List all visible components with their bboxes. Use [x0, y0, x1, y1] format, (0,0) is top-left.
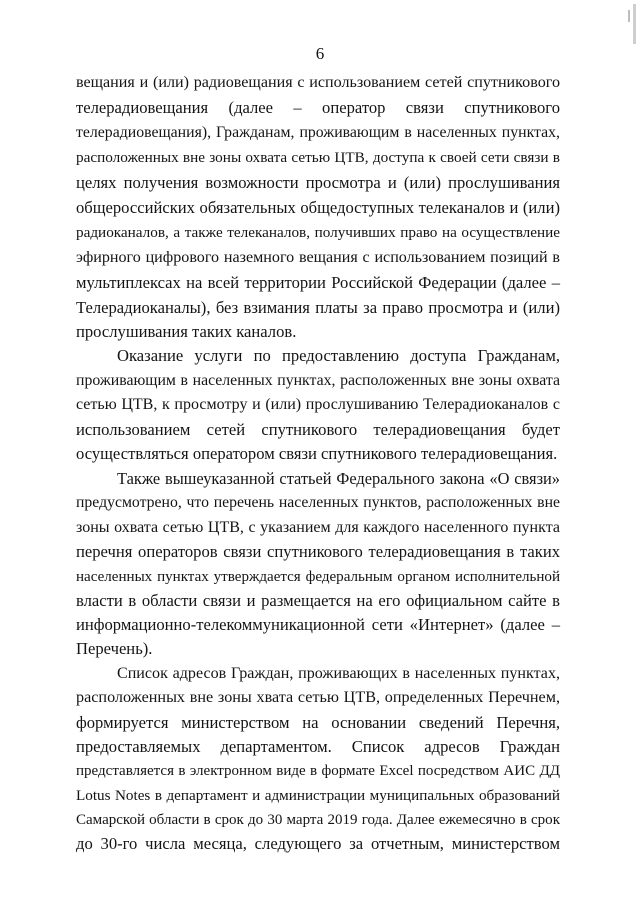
text-line: осуществляться оператором связи спутникового телерадиовещания. — [76, 444, 558, 463]
text-line: Список адресов Граждан, проживающих в населенных пунктах, — [117, 665, 560, 682]
text-line: предусмотрено, что перечень населенных пунктов, расположенных вне — [76, 494, 560, 511]
text-line: мультиплексах на всей территории Российской Федерации (далее – — [76, 273, 560, 292]
text-line: населенных пунктах утверждается федеральным органом исполнительной — [76, 569, 560, 585]
text-line: использованием сетей спутникового телерадиовещания будет — [76, 420, 560, 439]
scan-artifact — [633, 4, 636, 44]
text-line: Самарской области в срок до 30 марта 2019 года. Далее ежемесячно в срок — [76, 812, 560, 828]
text-line: общероссийских обязательных общедоступных телеканалов и (или) — [76, 198, 560, 217]
text-line: радиоканалов, а также телеканалов, получивших право на осуществление — [76, 224, 560, 241]
text-line: до 30-го числа месяца, следующего за отчетным, министерством — [76, 834, 560, 853]
text-line: телерадиовещания), Гражданам, проживающим в населенных пунктах, — [76, 124, 560, 141]
text-line: Телерадиоканалы), без взимания платы за право просмотра и (или) — [76, 298, 560, 317]
text-line: расположенных вне зоны хвата сетью ЦТВ, определенных Перечнем, — [76, 689, 560, 706]
text-line: информационно-телекоммуникационной сети «Интернет» (далее – — [76, 615, 560, 634]
text-line: целях получения возможности просмотра и (или) прослушивания — [76, 173, 560, 192]
text-line: вещания и (или) радиовещания с использованием сетей спутникового — [76, 74, 560, 91]
text-line: предоставляемых департаментом. Список адресов Граждан — [76, 737, 560, 756]
text-line: представляется в электронном виде в формате Excel посредством АИС ДД — [76, 763, 560, 779]
text-line: расположенных вне зоны охвата сетью ЦТВ, доступа к своей сети связи в — [76, 149, 560, 166]
page-number: 6 — [315, 44, 325, 63]
text-line: прослушивания таких каналов. — [76, 322, 297, 341]
text-line: сетью ЦТВ, к просмотру и (или) прослушиванию Телерадиоканалов с — [76, 396, 560, 413]
text-line: формируется министерством на основании сведений Перечня, — [76, 713, 560, 732]
scan-artifact — [628, 10, 630, 22]
text-line: проживающим в населенных пунктах, расположенных вне зоны охвата — [76, 372, 560, 389]
text-line: зоны охвата сетью ЦТВ, с указанием для каждого населенного пункта — [76, 519, 560, 536]
text-line: эфирного цифрового наземного вещания с использованием позиций в — [76, 249, 560, 266]
text-line: Lotus Notes в департамент и администрации муниципальных образований — [76, 787, 560, 804]
text-line: телерадиовещания (далее – оператор связи спутникового — [76, 98, 560, 117]
text-line: власти в области связи и размещается на его официальном сайте в — [76, 591, 560, 610]
text-line: Оказание услуги по предоставлению доступа Гражданам, — [117, 346, 560, 365]
text-line: Также вышеуказанной статьей Федерального закона «О связи» — [117, 469, 560, 488]
text-line: Перечень). — [76, 639, 153, 658]
text-line: перечня операторов связи спутникового телерадиовещания в таких — [76, 542, 560, 561]
